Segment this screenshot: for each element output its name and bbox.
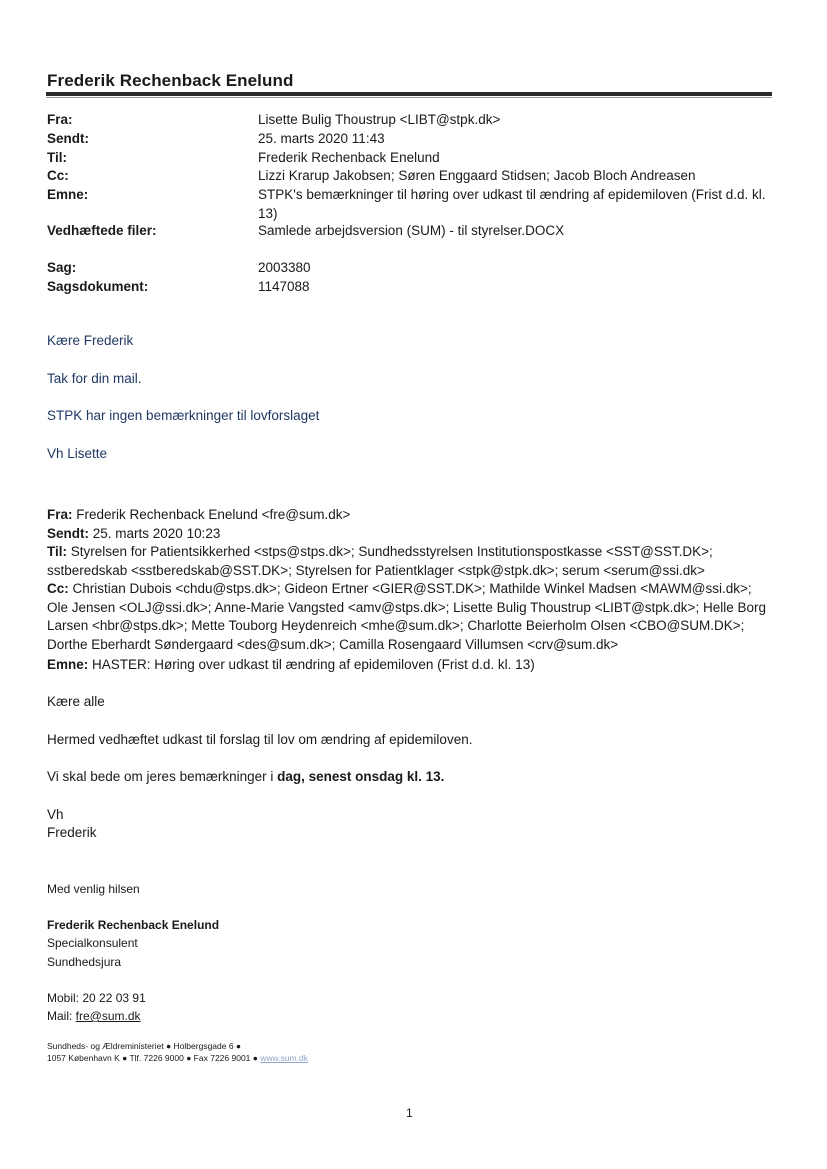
footer-line-1: Sundheds- og Ældreministeriet ● Holbergsgade 6 ● (47, 1041, 242, 1051)
header-value: STPK's bemærkninger til høring over udkast til ændring af epidemiloven (Frist d.d. kl. 13) (258, 187, 766, 221)
value: Styrelsen for Patientsikkerhed <stps@stps.dk>; Sundhedsstyrelsen Institutionspostkasse <SST@SST.DK>; sstberedskab <sstberedskab@SST.DK>; Styrelsen for Patientklager <stpk@stpk.dk>; serum <serum@ssi.dk> (47, 544, 713, 578)
original-from (47, 506, 777, 525)
signature-dept: Sundhedsjura (47, 955, 122, 969)
header-value: 2003380 (258, 260, 311, 275)
reply-signoff: Vh Lisette (47, 446, 108, 461)
signature-title: Specialkonsulent (47, 936, 138, 950)
original-cc (47, 580, 767, 654)
title-rule-shadow (46, 97, 772, 98)
label: Fra: (47, 507, 73, 522)
value: Frederik Rechenback Enelund <fre@sum.dk> (76, 507, 351, 522)
original-sent (47, 525, 777, 544)
header-key: Sendt: (47, 131, 89, 146)
value: HASTER: Høring over udkast til ændring af epidemiloven (Frist d.d. kl. 13) (92, 657, 535, 672)
label: Cc: (47, 581, 69, 596)
signature-mail (47, 1007, 141, 1025)
value: Christian Dubois <chdu@stps.dk>; Gideon Ertner <GIER@SST.DK>; Mathilde Winkel Madsen <MAWM@ssi.dk>; Ole Jensen <OLJ@ssi.dk>; Anne-Marie Vangsted <amv@stps.dk>; Lisette Bulig Thoustrup <LIBT@stpk.dk>; Helle Borg Larsen <hbr@stps.dk>; Mette Touborg Heydenreich <mhe@sum.dk>; Charlotte Beierholm Olsen <CBO@SUM.DK>; Dorthe Eberhardt Søndergaard <des@sum.dk>; Camilla Rosengaard Villumsen <crv@sum.dk> (47, 581, 766, 652)
original-to (47, 543, 747, 580)
header-value: Lizzi Krarup Jakobsen; Søren Enggaard Stidsen; Jacob Bloch Andreasen (258, 168, 696, 183)
attachment-name[interactable]: Samlede arbejdsversion (SUM) - til styrelser.DOCX (258, 223, 565, 238)
bold-text: dag, senest onsdag kl. 13. (277, 769, 445, 784)
document-title: Frederik Rechenback Enelund (47, 71, 294, 90)
original-line-1: Hermed vedhæftet udkast til forslag til lov om ændring af epidemiloven. (47, 732, 473, 747)
header-key: Fra: (47, 112, 73, 127)
header-value: 1147088 (258, 279, 310, 294)
original-vh: Vh (47, 807, 64, 822)
header-key: Cc: (47, 168, 69, 183)
original-line-2 (47, 768, 777, 787)
reply-greeting: Kære Frederik (47, 333, 134, 348)
page-number: 1 (406, 1106, 413, 1120)
text: Vi skal bede om jeres bemærkninger i (47, 769, 278, 784)
original-name: Frederik (47, 825, 97, 840)
header-key: Emne: (47, 187, 89, 202)
original-greeting: Kære alle (47, 694, 105, 709)
header-key: Til: (47, 150, 67, 165)
mail-link[interactable]: fre@sum.dk (75, 1009, 141, 1023)
header-value: Lisette Bulig Thoustrup <LIBT@stpk.dk> (258, 112, 501, 127)
value: 25. marts 2020 10:23 (92, 526, 221, 541)
reply-line-2: STPK har ingen bemærkninger til lovforslaget (47, 408, 320, 423)
header-value: Frederik Rechenback Enelund (258, 150, 440, 165)
header-key: Vedhæftede filer: (47, 223, 157, 238)
reply-line-1: Tak for din mail. (47, 371, 142, 386)
header-key: Sag: (47, 260, 77, 275)
label: Til: (47, 544, 67, 559)
label: Emne: (47, 657, 89, 672)
footer-web-link[interactable]: www.sum.dk (260, 1053, 308, 1063)
title-rule (46, 92, 772, 96)
signature-name: Frederik Rechenback Enelund (47, 918, 220, 932)
mail-label: Mail: (47, 1009, 76, 1023)
footer-address: 1057 København K ● Tlf. 7226 9000 ● Fax 7226 9001 ● (47, 1053, 261, 1063)
label: Sendt: (47, 526, 89, 541)
signature-mobile: Mobil: 20 22 03 91 (47, 991, 146, 1005)
signature-closing: Med venlig hilsen (47, 882, 140, 896)
original-subject (47, 656, 777, 675)
header-value: 25. marts 2020 11:43 (258, 131, 385, 146)
footer-line-2 (47, 1053, 308, 1064)
header-key: Sagsdokument: (47, 279, 149, 294)
